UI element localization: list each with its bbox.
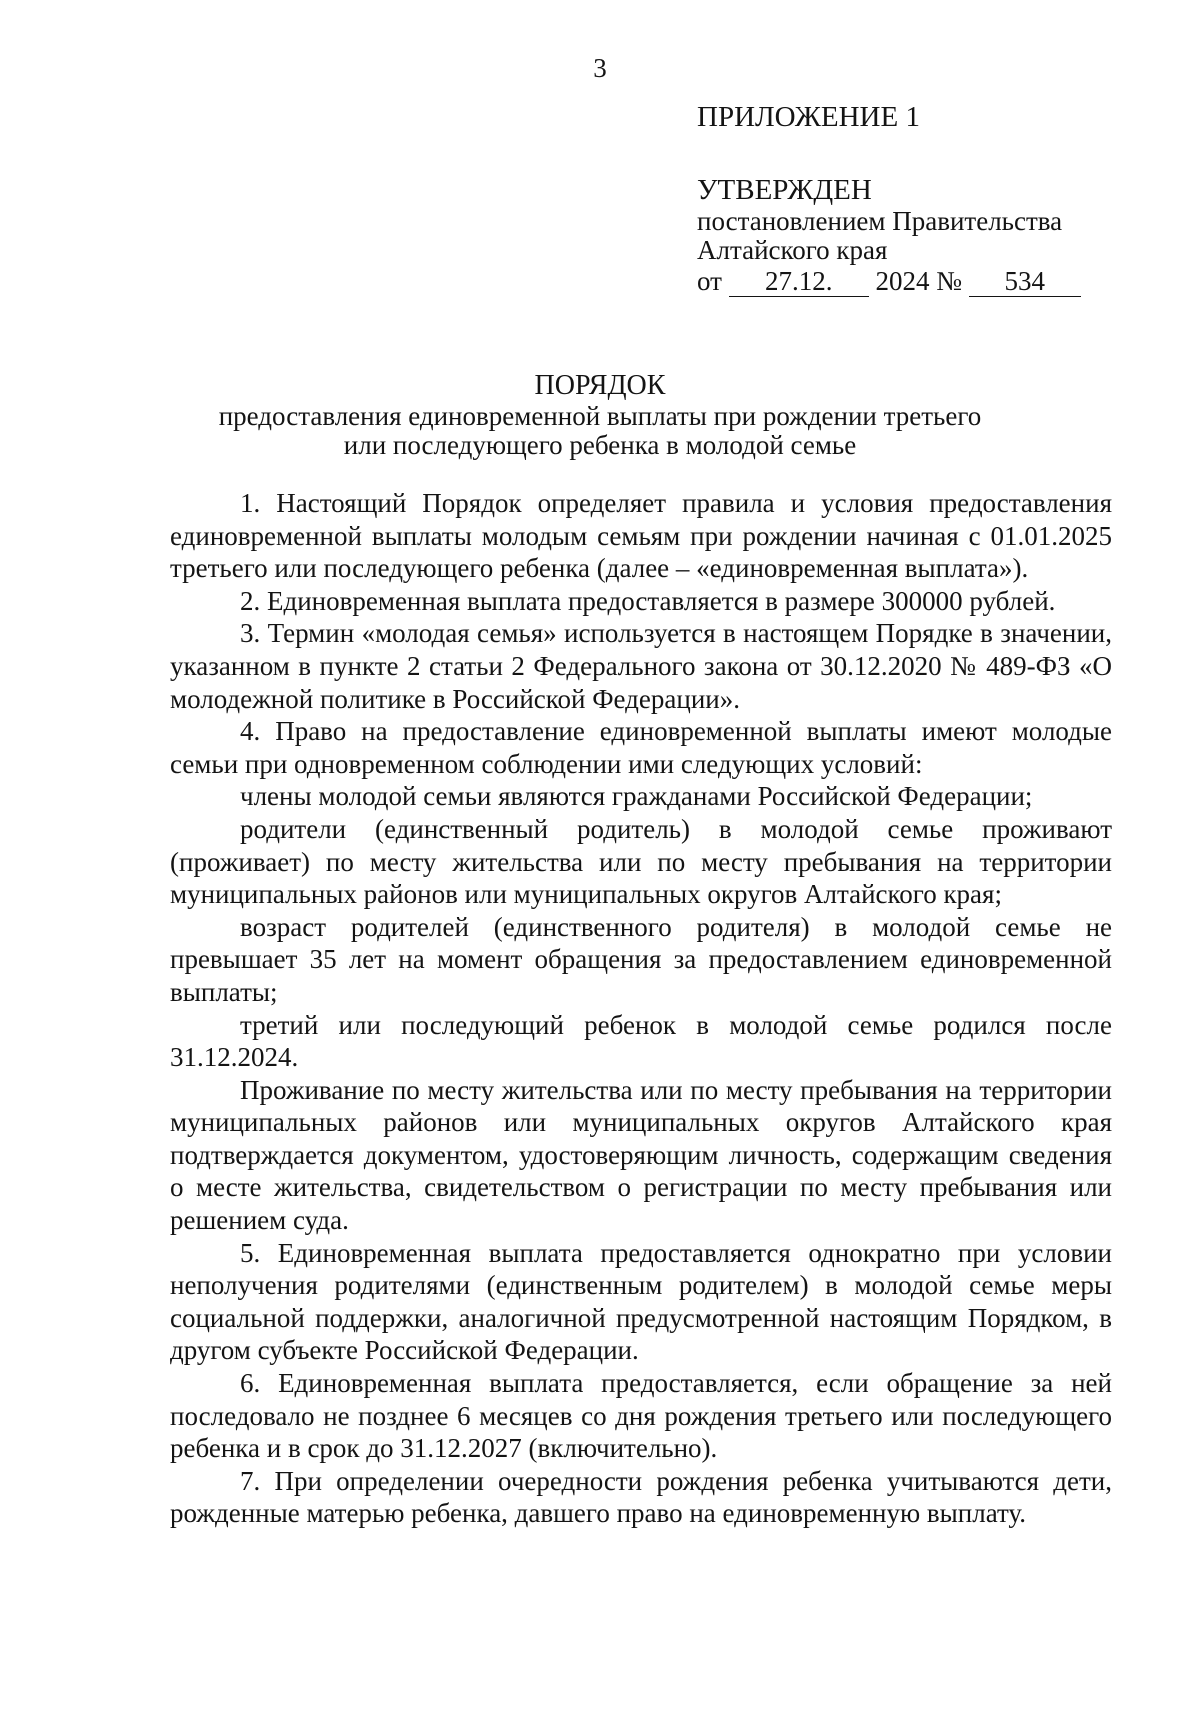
document-heading	[0, 370, 1200, 460]
paragraph-3: 3. Термин «молодая семья» используется в настоящем Порядке в значении, указанном в пункте 2 статьи 2 Федерального закона от 30.12.2020 № 489-ФЗ «О молодежной политике в Российской Федерации».	[170, 618, 1112, 714]
decree-region-line: Алтайского края	[697, 235, 888, 265]
paragraph-4: 4. Право на предоставление единовременной выплаты имеют молодые семьи при одновременном соблюдении ими следующих условий:	[170, 716, 1112, 779]
decree-date-number-line	[697, 265, 1117, 297]
paragraph-1: 1. Настоящий Порядок определяет правила и условия предоставления единовременной выплаты молодым семьям при рождении начиная с 01.01.2025 третьего или последующего ребенка (далее – «единовременная выплата»).	[170, 488, 1112, 584]
approved-title: УТВЕРЖДЕН	[697, 174, 872, 206]
document-subtitle-line-1: предоставления единовременной выплаты при рождении третьего	[218, 401, 982, 431]
condition-age: возраст родителей (единственного родителя) в молодой семье не превышает 35 лет на момент обращения за предоставлением единовременной выплаты;	[170, 911, 1112, 1007]
paragraph-5: 5. Единовременная выплата предоставляется однократно при условии неполучения родителями (единственным родителем) в молодой семье меры социальной поддержки, аналогичной предусмотренной настоящим Порядком, в другом субъекте Российской Федерации.	[170, 1237, 1112, 1366]
condition-citizenship: члены молодой семьи являются гражданами Российской Федерации;	[240, 781, 1033, 812]
document-subtitle-line-2: или последующего ребенка в молодой семье	[343, 430, 857, 460]
decree-issuer-line: постановлением Правительства	[697, 206, 1063, 236]
number-sign: №	[936, 266, 962, 296]
paragraph-6: 6. Единовременная выплата предоставляется, если обращение за ней последовало не позднее 6 месяцев со дня рождения третьего или последующего ребенка и в срок до 31.12.2027 (включительно).	[170, 1368, 1112, 1464]
page-number: 3	[593, 53, 607, 83]
from-label: от	[697, 266, 722, 296]
document-body	[170, 487, 1112, 1530]
approval-stamp	[697, 100, 1117, 297]
condition-birth-date: третий или последующий ребенок в молодой семье родился после 31.12.2024.	[170, 1009, 1112, 1073]
decree-date: 27.12.	[729, 266, 869, 297]
paragraph-2: 2. Единовременная выплата предоставляется в размере 300000 рублей.	[240, 585, 1056, 616]
paragraph-7: 7. При определении очередности рождения ребенка учитываются дети, рожденные матерью ребенка, давшего право на единовременную выплату.	[170, 1465, 1112, 1529]
document-title: ПОРЯДОК	[534, 370, 666, 401]
residence-proof-paragraph: Проживание по месту жительства или по месту пребывания на территории муниципальных районов или муниципальных округов Алтайского края подтверждается документом, удостоверяющим личность, содержащим сведения о месте жительства, свидетельством о регистрации по месту пребывания или решением суда.	[170, 1074, 1112, 1236]
decree-number: 534	[969, 266, 1081, 297]
decree-year: 2024	[875, 266, 930, 296]
appendix-title: ПРИЛОЖЕНИЕ 1	[697, 101, 920, 133]
condition-residence: родители (единственный родитель) в молодой семье проживают (проживает) по месту жительства или по месту пребывания на территории муниципальных районов или муниципальных округов Алтайского края;	[170, 813, 1112, 910]
